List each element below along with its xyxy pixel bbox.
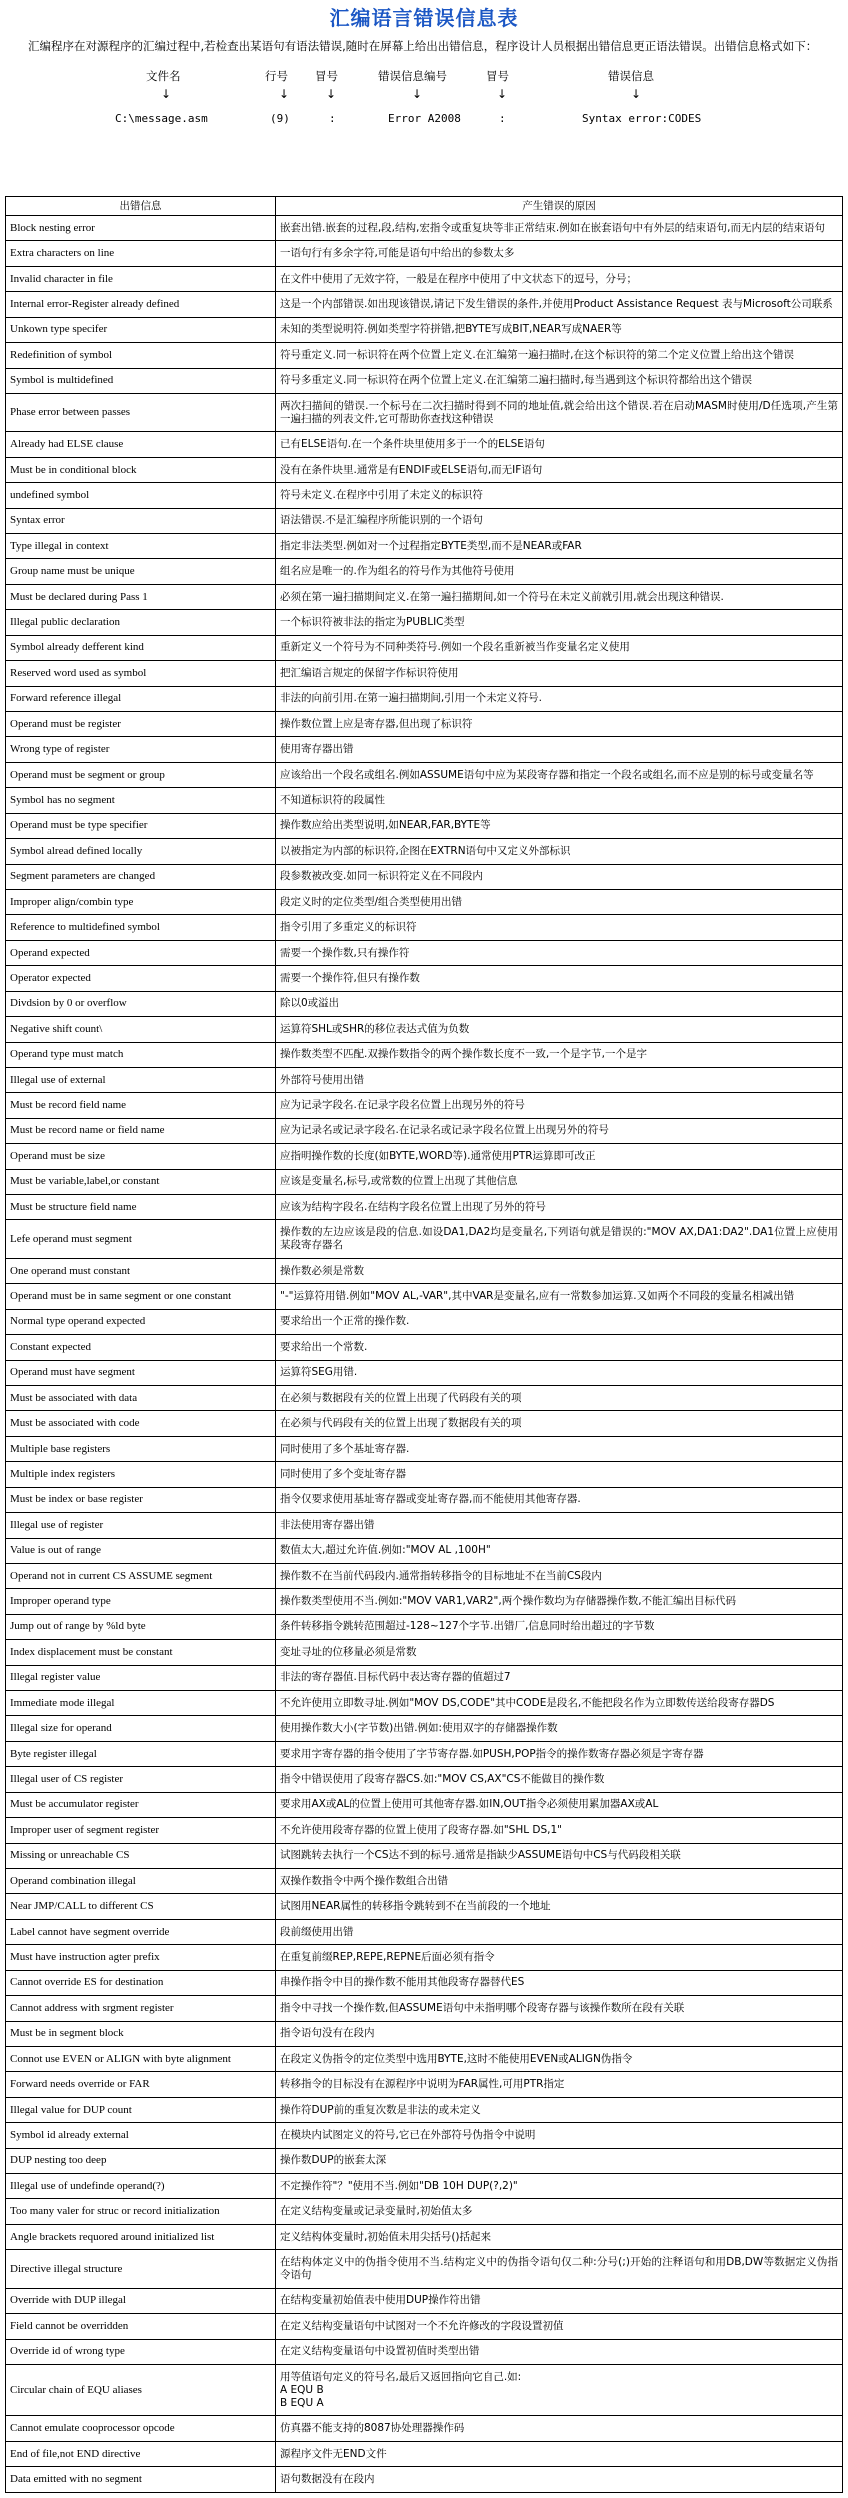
error-message-cell: Operand combination illegal: [6, 1869, 276, 1894]
error-message-cell: Illegal register value: [6, 1665, 276, 1690]
error-cause-cell: 需要一个操作数,只有操作符: [276, 940, 843, 965]
table-row: [6, 1818, 843, 1843]
error-message-table: [5, 196, 843, 2493]
table-row: [6, 940, 843, 965]
error-cause-cell: 在结构体定义中的伪指令使用不当.结构定义中的伪指令语句仅二种:分号(;)开始的注释语句和用DB,DW等数据定义伪指令语句: [276, 2250, 843, 2288]
error-message-cell: Syntax error: [6, 508, 276, 533]
error-message-cell: End of file,not END directive: [6, 2441, 276, 2466]
error-cause-cell: 指令中错误使用了段寄存器CS.如:"MOV CS,AX"CS不能做目的操作数: [276, 1767, 843, 1792]
error-cause-cell: 要求给出一个常数.: [276, 1335, 843, 1360]
error-cause-cell: 应该是变量名,标号,或常数的位置上出现了其他信息: [276, 1169, 843, 1194]
error-cause-cell: 不定操作符"？"使用不当.例如"DB 10H DUP(?,2)": [276, 2174, 843, 2199]
table-row: [6, 1538, 843, 1563]
table-row: [6, 686, 843, 711]
error-message-cell: Operand must be register: [6, 712, 276, 737]
table-row: [6, 432, 843, 457]
error-message-cell: Too many valer for struc or record initialization: [6, 2199, 276, 2224]
error-cause-cell: 重新定义一个符号为不同种类符号.例如一个段名重新被当作变量名定义使用: [276, 635, 843, 660]
error-message-cell: Forward needs override or FAR: [6, 2072, 276, 2097]
table-row: [6, 1284, 843, 1309]
error-cause-cell: 要求用字寄存器的指令使用了字节寄存器.如PUSH,POP指令的操作数寄存器必须是字寄存器: [276, 1741, 843, 1766]
format-label-error-code: 错误信息编号: [378, 69, 447, 83]
error-cause-cell: 在段定义伪指令的定位类型中选用BYTE,这时不能使用EVEN或ALIGN伪指令: [276, 2046, 843, 2071]
table-row: [6, 457, 843, 482]
table-row: [6, 1385, 843, 1410]
error-message-cell: Illegal use of undefinde operand(?): [6, 2174, 276, 2199]
error-cause-cell: 源程序文件无END文件: [276, 2441, 843, 2466]
format-label-colon-2: 冒号: [486, 69, 509, 83]
error-message-cell: Must be in segment block: [6, 2021, 276, 2046]
error-message-cell: Segment parameters are changed: [6, 864, 276, 889]
error-cause-cell: 试图用NEAR属性的转移指令跳转到不在当前段的一个地址: [276, 1894, 843, 1919]
table-row: [6, 1144, 843, 1169]
down-arrow-icon: ↓: [631, 87, 642, 101]
error-message-cell: Immediate mode illegal: [6, 1691, 276, 1716]
table-row: [6, 635, 843, 660]
error-message-cell: Constant expected: [6, 1335, 276, 1360]
error-cause-cell: 应该给出一个段名或组名.例如ASSUME语句中应为某段寄存器和指定一个段名或组名,而不应是别的标号或变量名等: [276, 762, 843, 787]
error-message-cell: Cannot emulate cooprocessor opcode: [6, 2416, 276, 2441]
error-cause-cell: 不知道标识符的段属性: [276, 788, 843, 813]
error-cause-cell: 两次扫描间的错误.一个标号在二次扫描时得到不同的地址值,就会给出这个错误.若在启动MASM时使用/D任选项,产生第一遍扫描的列表文件,它可帮助你查找这种错误: [276, 393, 843, 431]
error-cause-cell: 段定义时的定位类型/组合类型使用出错: [276, 889, 843, 914]
error-message-cell: Reserved word used as symbol: [6, 661, 276, 686]
error-message-cell: Wrong type of register: [6, 737, 276, 762]
error-cause-cell: 必须在第一遍扫描期间定义.在第一遍扫描期间,如一个符号在未定义前就引用,就会出现这种错误.: [276, 584, 843, 609]
table-row: [6, 1589, 843, 1614]
error-message-cell: Must be variable,label,or constant: [6, 1169, 276, 1194]
table-row: [6, 1042, 843, 1067]
table-row: [6, 1513, 843, 1538]
format-value-colon-1: :: [329, 112, 336, 125]
error-cause-cell: 符号重定义.同一标识符在两个位置上定义.在汇编第一遍扫描时,在这个标识符的第二个定义位置上给出这个错误: [276, 343, 843, 368]
error-message-cell: Invalid character in file: [6, 266, 276, 291]
error-message-cell: Improper operand type: [6, 1589, 276, 1614]
table-row: [6, 266, 843, 291]
error-cause-cell: 双操作数指令中两个操作数组合出错: [276, 1869, 843, 1894]
table-row: [6, 839, 843, 864]
table-row: [6, 813, 843, 838]
table-row: [6, 1894, 843, 1919]
format-value-line: (9): [270, 112, 290, 125]
error-message-cell: Must be associated with data: [6, 1385, 276, 1410]
error-cause-cell: 同时使用了多个变址寄存器: [276, 1462, 843, 1487]
error-message-cell: Operand type must match: [6, 1042, 276, 1067]
error-message-cell: Illegal size for operand: [6, 1716, 276, 1741]
error-cause-cell: 操作数应给出类型说明,如NEAR,FAR,BYTE等: [276, 813, 843, 838]
error-cause-cell: 在模块内试图定义的符号,它已在外部符号伪指令中说明: [276, 2123, 843, 2148]
table-row: [6, 1996, 843, 2021]
error-message-cell: Divdsion by 0 or overflow: [6, 991, 276, 1016]
error-message-cell: Byte register illegal: [6, 1741, 276, 1766]
format-label-colon-1: 冒号: [315, 69, 338, 83]
error-message-cell: Angle brackets requored around initialized list: [6, 2224, 276, 2249]
table-row: [6, 368, 843, 393]
error-message-cell: Symbol already defferent kind: [6, 635, 276, 660]
error-cause-cell: 要求用AX或AL的位置上使用可其他寄存器.如IN,OUT指令必须使用累加器AX或AL: [276, 1792, 843, 1817]
table-row: [6, 1614, 843, 1639]
error-message-cell: Field cannot be overridden: [6, 2314, 276, 2339]
table-row: [6, 1665, 843, 1690]
error-cause-cell: 要求给出一个正常的操作数.: [276, 1309, 843, 1334]
error-message-cell: Operand must have segment: [6, 1360, 276, 1385]
table-header-row: [6, 197, 843, 216]
table-row: [6, 534, 843, 559]
table-row: [6, 2072, 843, 2097]
table-row: [6, 1563, 843, 1588]
table-row: [6, 508, 843, 533]
format-value-message: Syntax error:CODES: [582, 112, 702, 125]
error-cause-cell: 操作数类型使用不当.例如:"MOV VAR1,VAR2",两个操作数均为存储器操作数,不能汇编出目标代码: [276, 1589, 843, 1614]
table-row: [6, 2250, 843, 2288]
error-message-cell: Must be in conditional block: [6, 457, 276, 482]
table-row: [6, 1970, 843, 1995]
error-cause-cell: 在文件中使用了无效字符，一般是在程序中使用了中文状态下的逗号，分号；: [276, 266, 843, 291]
error-message-cell: Cannot override ES for destination: [6, 1970, 276, 1995]
table-row: [6, 483, 843, 508]
error-message-cell: Improper user of segment register: [6, 1818, 276, 1843]
error-cause-cell: 使用操作数大小(字节数)出错.例如:使用双字的存储器操作数: [276, 1716, 843, 1741]
table-row: [6, 216, 843, 241]
table-row: [6, 2199, 843, 2224]
error-cause-cell: 外部符号使用出错: [276, 1067, 843, 1092]
error-cause-cell: 一个标识符被非法的指定为PUBLIC类型: [276, 610, 843, 635]
error-cause-cell: 用等值语句定义的符号名,最后又返回指向它自己.如: A EQU B B EQU A: [276, 2365, 843, 2416]
error-cause-cell: 串操作指令中目的操作数不能用其他段寄存器替代ES: [276, 1970, 843, 1995]
error-message-cell: Cannot address with srgment register: [6, 1996, 276, 2021]
error-cause-cell: 数值太大,超过允许值.例如:"MOV AL ,100H": [276, 1538, 843, 1563]
error-cause-cell: 除以0或溢出: [276, 991, 843, 1016]
error-message-cell: Block nesting error: [6, 216, 276, 241]
error-cause-cell: 操作数必须是常数: [276, 1258, 843, 1283]
error-cause-cell: 符号多重定义.同一标识符在两个位置上定义.在汇编第二遍扫描时,每当遇到这个标识符都给出这个错误: [276, 368, 843, 393]
table-row: [6, 2467, 843, 2492]
error-cause-cell: 以被指定为内部的标识符,企图在EXTRN语句中又定义外部标识: [276, 839, 843, 864]
table-row: [6, 559, 843, 584]
error-message-cell: Must be accumulator register: [6, 1792, 276, 1817]
table-row: [6, 1411, 843, 1436]
error-message-cell: Operand must be in same segment or one constant: [6, 1284, 276, 1309]
error-cause-cell: 操作符DUP前的重复次数是非法的或未定义: [276, 2097, 843, 2122]
table-row: [6, 1360, 843, 1385]
table-row: [6, 966, 843, 991]
error-format-diagram: [0, 0, 848, 200]
error-message-cell: Directive illegal structure: [6, 2250, 276, 2288]
intro-text: 汇编程序在对源程序的汇编过程中,若检查出某语句有语法错误,随时在屏幕上给出出错信息，程序设计人员根据出错信息更正语法错误。出错信息格式如下：: [28, 39, 818, 53]
error-cause-cell: 操作数类型不匹配.双操作数指令的两个操作数长度不一致,一个是字节,一个是字: [276, 1042, 843, 1067]
table-row: [6, 2097, 843, 2122]
format-value-error-code: Error A2008: [388, 112, 461, 125]
table-row: [6, 1335, 843, 1360]
table-row: [6, 1067, 843, 1092]
table-row: [6, 2021, 843, 2046]
table-row: [6, 2339, 843, 2364]
error-message-cell: Label cannot have segment override: [6, 1919, 276, 1944]
table-row: [6, 292, 843, 317]
error-cause-cell: 指令语句没有在段内: [276, 2021, 843, 2046]
table-row: [6, 661, 843, 686]
table-row: [6, 2123, 843, 2148]
error-message-cell: Operand must be size: [6, 1144, 276, 1169]
table-row: [6, 1017, 843, 1042]
table-row: [6, 737, 843, 762]
down-arrow-icon: ↓: [161, 87, 172, 101]
table-row: [6, 1220, 843, 1258]
table-row: [6, 2416, 843, 2441]
error-cause-cell: 需要一个操作符,但只有操作数: [276, 966, 843, 991]
table-row: [6, 1169, 843, 1194]
error-cause-cell: 在结构变量初始值表中使用DUP操作符出错: [276, 2288, 843, 2313]
error-message-cell: Multiple base registers: [6, 1436, 276, 1461]
error-cause-cell: 已有ELSE语句.在一个条件块里使用多于一个的ELSE语句: [276, 432, 843, 457]
table-row: [6, 2224, 843, 2249]
error-cause-cell: "-"运算符用错.例如"MOV AL,-VAR",其中VAR是变量名,应有一常数参加运算.又如两个不同段的变量名相减出错: [276, 1284, 843, 1309]
error-message-cell: Must be declared during Pass 1: [6, 584, 276, 609]
error-message-cell: Override id of wrong type: [6, 2339, 276, 2364]
error-message-cell: Jump out of range by %ld byte: [6, 1614, 276, 1639]
error-message-cell: Operand expected: [6, 940, 276, 965]
table-row: [6, 2441, 843, 2466]
error-message-cell: Override with DUP illegal: [6, 2288, 276, 2313]
error-message-cell: Connot use EVEN or ALIGN with byte alignment: [6, 2046, 276, 2071]
error-cause-cell: 在必须与代码段有关的位置上出现了数据段有关的项: [276, 1411, 843, 1436]
error-message-cell: Normal type operand expected: [6, 1309, 276, 1334]
error-cause-cell: 指定非法类型.例如对一个过程指定BYTE类型,而不是NEAR或FAR: [276, 534, 843, 559]
error-message-cell: Lefe operand must segment: [6, 1220, 276, 1258]
error-cause-cell: 在必须与数据段有关的位置上出现了代码段有关的项: [276, 1385, 843, 1410]
error-cause-cell: 符号未定义.在程序中引用了未定义的标识符: [276, 483, 843, 508]
error-message-cell: Operand must be segment or group: [6, 762, 276, 787]
error-message-cell: Forward reference illegal: [6, 686, 276, 711]
table-row: [6, 1118, 843, 1143]
error-cause-cell: 组名应是唯一的.作为组名的符号作为其他符号使用: [276, 559, 843, 584]
error-cause-cell: 操作数DUP的嵌套太深: [276, 2148, 843, 2173]
error-cause-cell: 非法使用寄存器出错: [276, 1513, 843, 1538]
table-row: [6, 1691, 843, 1716]
error-cause-cell: 使用寄存器出错: [276, 737, 843, 762]
error-message-cell: Value is out of range: [6, 1538, 276, 1563]
column-header-message: 出错信息: [6, 197, 276, 216]
table-row: [6, 1093, 843, 1118]
error-cause-cell: 没有在条件块里.通常是有ENDIF或ELSE语句,而无IF语句: [276, 457, 843, 482]
error-message-cell: One operand must constant: [6, 1258, 276, 1283]
error-cause-cell: 应指明操作数的长度(如BYTE,WORD等).通常使用PTR运算即可改正: [276, 1144, 843, 1169]
table-row: [6, 1869, 843, 1894]
table-row: [6, 1843, 843, 1868]
table-row: [6, 1945, 843, 1970]
error-message-cell: Illegal user of CS register: [6, 1767, 276, 1792]
error-message-cell: Type illegal in context: [6, 534, 276, 559]
table-row: [6, 762, 843, 787]
error-cause-cell: 不允许使用段寄存器的位置上使用了段寄存器.如"SHL DS,1": [276, 1818, 843, 1843]
error-cause-cell: 转移指令的目标没有在源程序中说明为FAR属性,可用PTR指定: [276, 2072, 843, 2097]
down-arrow-icon: ↓: [412, 87, 423, 101]
format-label-message: 错误信息: [608, 69, 654, 83]
table-row: [6, 2174, 843, 2199]
error-cause-cell: 操作数不在当前代码段内.通常指转移指令的目标地址不在当前CS段内: [276, 1563, 843, 1588]
error-cause-cell: 把汇编语言规定的保留字作标识符使用: [276, 661, 843, 686]
error-cause-cell: 试图跳转去执行一个CS达不到的标号.通常是指缺少ASSUME语句中CS与代码段相关联: [276, 1843, 843, 1868]
error-message-cell: Circular chain of EQU aliases: [6, 2365, 276, 2416]
table-row: [6, 1919, 843, 1944]
table-row: [6, 1309, 843, 1334]
error-cause-cell: 运算符SEG用错.: [276, 1360, 843, 1385]
error-cause-cell: 在定义结构变量语句中试图对一个不允许修改的字段设置初值: [276, 2314, 843, 2339]
error-message-cell: Illegal value for DUP count: [6, 2097, 276, 2122]
error-message-cell: Reference to multidefined symbol: [6, 915, 276, 940]
error-cause-cell: 操作数的左边应该是段的信息.如设DA1,DA2均是变量名,下列语句就是错误的:"MOV AX,DA1:DA2".DA1位置上应使用某段寄存器名: [276, 1220, 843, 1258]
format-value-filename: C:\message.asm: [115, 112, 208, 125]
error-cause-cell: 嵌套出错.嵌套的过程,段,结构,宏指令或重复块等非正常结束.例如在嵌套语句中有外层的结束语句,而无内层的结束语句: [276, 216, 843, 241]
table-row: [6, 1487, 843, 1512]
error-message-cell: Data emitted with no segment: [6, 2467, 276, 2492]
error-cause-cell: 语句数据没有在段内: [276, 2467, 843, 2492]
table-body: [6, 216, 843, 2493]
error-message-cell: Symbol is multidefined: [6, 368, 276, 393]
error-message-cell: undefined symbol: [6, 483, 276, 508]
error-message-cell: Illegal public declaration: [6, 610, 276, 635]
error-message-cell: Operand must be type specifier: [6, 813, 276, 838]
error-cause-cell: 应该为结构字段名.在结构字段名位置上出现了另外的符号: [276, 1195, 843, 1220]
error-cause-cell: 应为记录名或记录字段名.在记录名或记录字段名位置上出现另外的符号: [276, 1118, 843, 1143]
error-cause-cell: 操作数位置上应是寄存器,但出现了标识符: [276, 712, 843, 737]
table-row: [6, 241, 843, 266]
error-message-cell: Must be record field name: [6, 1093, 276, 1118]
error-message-cell: Negative shift count\: [6, 1017, 276, 1042]
table-row: [6, 2046, 843, 2071]
error-message-cell: Must be associated with code: [6, 1411, 276, 1436]
table-row: [6, 1436, 843, 1461]
down-arrow-icon: ↓: [279, 87, 290, 101]
table-row: [6, 610, 843, 635]
error-cause-cell: 不允许使用立即数寻址.例如"MOV DS,CODE"其中CODE是段名,不能把段名作为立即数传送给段寄存器DS: [276, 1691, 843, 1716]
error-cause-cell: 非法的向前引用.在第一遍扫描期间,引用一个未定义符号.: [276, 686, 843, 711]
page-title: 汇编语言错误信息表: [329, 6, 519, 30]
error-cause-cell: 非法的寄存器值.目标代码中表达寄存器的值超过7: [276, 1665, 843, 1690]
table-row: [6, 1258, 843, 1283]
table-row: [6, 317, 843, 342]
table-row: [6, 2314, 843, 2339]
error-message-cell: Symbol has no segment: [6, 788, 276, 813]
format-label-line: 行号: [265, 69, 288, 83]
error-message-cell: Improper align/combin type: [6, 889, 276, 914]
table-row: [6, 584, 843, 609]
error-message-cell: Must be record name or field name: [6, 1118, 276, 1143]
table-row: [6, 1767, 843, 1792]
error-message-cell: Extra characters on line: [6, 241, 276, 266]
error-cause-cell: 指令中寻找一个操作数,但ASSUME语句中未指明哪个段寄存器与该操作数所在段有关联: [276, 1996, 843, 2021]
error-message-cell: Operand not in current CS ASSUME segment: [6, 1563, 276, 1588]
error-message-cell: Unkown type specifer: [6, 317, 276, 342]
down-arrow-icon: ↓: [326, 87, 337, 101]
error-message-cell: Must be index or base register: [6, 1487, 276, 1512]
error-message-cell: Internal error-Register already defined: [6, 292, 276, 317]
error-message-cell: Near JMP/CALL to different CS: [6, 1894, 276, 1919]
table-row: [6, 2148, 843, 2173]
error-cause-cell: 在定义结构变量或记录变量时,初始值太多: [276, 2199, 843, 2224]
error-message-cell: Multiple index registers: [6, 1462, 276, 1487]
error-cause-cell: 定义结构体变量时,初始值未用尖括号()括起来: [276, 2224, 843, 2249]
error-cause-cell: 在定义结构变量语句中设置初值时类型出错: [276, 2339, 843, 2364]
table-row: [6, 915, 843, 940]
error-message-cell: Missing or unreachable CS: [6, 1843, 276, 1868]
table-row: [6, 788, 843, 813]
error-message-cell: DUP nesting too deep: [6, 2148, 276, 2173]
error-cause-cell: 未知的类型说明符.例如类型字符拼错,把BYTE写成BIT,NEAR写成NAER等: [276, 317, 843, 342]
table-row: [6, 1195, 843, 1220]
table-row: [6, 991, 843, 1016]
table-row: [6, 1462, 843, 1487]
error-cause-cell: 这是一个内部错误.如出现该错误,请记下发生错误的条件,并使用Product Assistance Request 表与Microsoft公司联系: [276, 292, 843, 317]
column-header-cause: 产生错误的原因: [276, 197, 843, 216]
format-value-colon-2: :: [499, 112, 506, 125]
error-cause-cell: 仿真器不能支持的8087协处理器操作码: [276, 2416, 843, 2441]
error-cause-cell: 指令引用了多重定义的标识符: [276, 915, 843, 940]
error-cause-cell: 同时使用了多个基址寄存器.: [276, 1436, 843, 1461]
table-row: [6, 1716, 843, 1741]
table-row: [6, 1640, 843, 1665]
error-cause-cell: 运算符SHL或SHR的移位表达式值为负数: [276, 1017, 843, 1042]
error-cause-cell: 语法错误.不是汇编程序所能识别的一个语句: [276, 508, 843, 533]
table-row: [6, 393, 843, 431]
format-label-filename: 文件名: [146, 69, 181, 83]
error-message-cell: Illegal use of external: [6, 1067, 276, 1092]
error-message-cell: Must be structure field name: [6, 1195, 276, 1220]
table-row: [6, 712, 843, 737]
error-message-cell: Symbol alread defined locally: [6, 839, 276, 864]
error-cause-cell: 段前缀使用出错: [276, 1919, 843, 1944]
error-cause-cell: 条件转移指令跳转范围超过-128~127个字节.出错厂,信息同时给出超过的字节数: [276, 1614, 843, 1639]
error-message-cell: Must have instruction agter prefix: [6, 1945, 276, 1970]
error-message-cell: Already had ELSE clause: [6, 432, 276, 457]
error-cause-cell: 指令仅要求使用基址寄存器或变址寄存器,而不能使用其他寄存器.: [276, 1487, 843, 1512]
error-message-cell: Group name must be unique: [6, 559, 276, 584]
error-message-cell: Operator expected: [6, 966, 276, 991]
table-row: [6, 1741, 843, 1766]
table-row: [6, 1792, 843, 1817]
error-message-cell: Index displacement must be constant: [6, 1640, 276, 1665]
error-cause-cell: 段参数被改变.如同一标识符定义在不同段内: [276, 864, 843, 889]
table-row: [6, 2288, 843, 2313]
error-message-cell: Symbol id already external: [6, 2123, 276, 2148]
error-cause-cell: 应为记录字段名.在记录字段名位置上出现另外的符号: [276, 1093, 843, 1118]
error-cause-cell: 变址寻址的位移量必须是常数: [276, 1640, 843, 1665]
error-message-cell: Phase error between passes: [6, 393, 276, 431]
error-message-cell: Redefinition of symbol: [6, 343, 276, 368]
table-row: [6, 889, 843, 914]
error-cause-cell: 一语句行有多余字符,可能是语句中给出的参数太多: [276, 241, 843, 266]
down-arrow-icon: ↓: [497, 87, 508, 101]
table-row: [6, 2365, 843, 2416]
error-message-cell: Illegal use of register: [6, 1513, 276, 1538]
error-cause-cell: 在重复前缀REP,REPE,REPNE后面必须有指令: [276, 1945, 843, 1970]
table-row: [6, 864, 843, 889]
table-row: [6, 343, 843, 368]
